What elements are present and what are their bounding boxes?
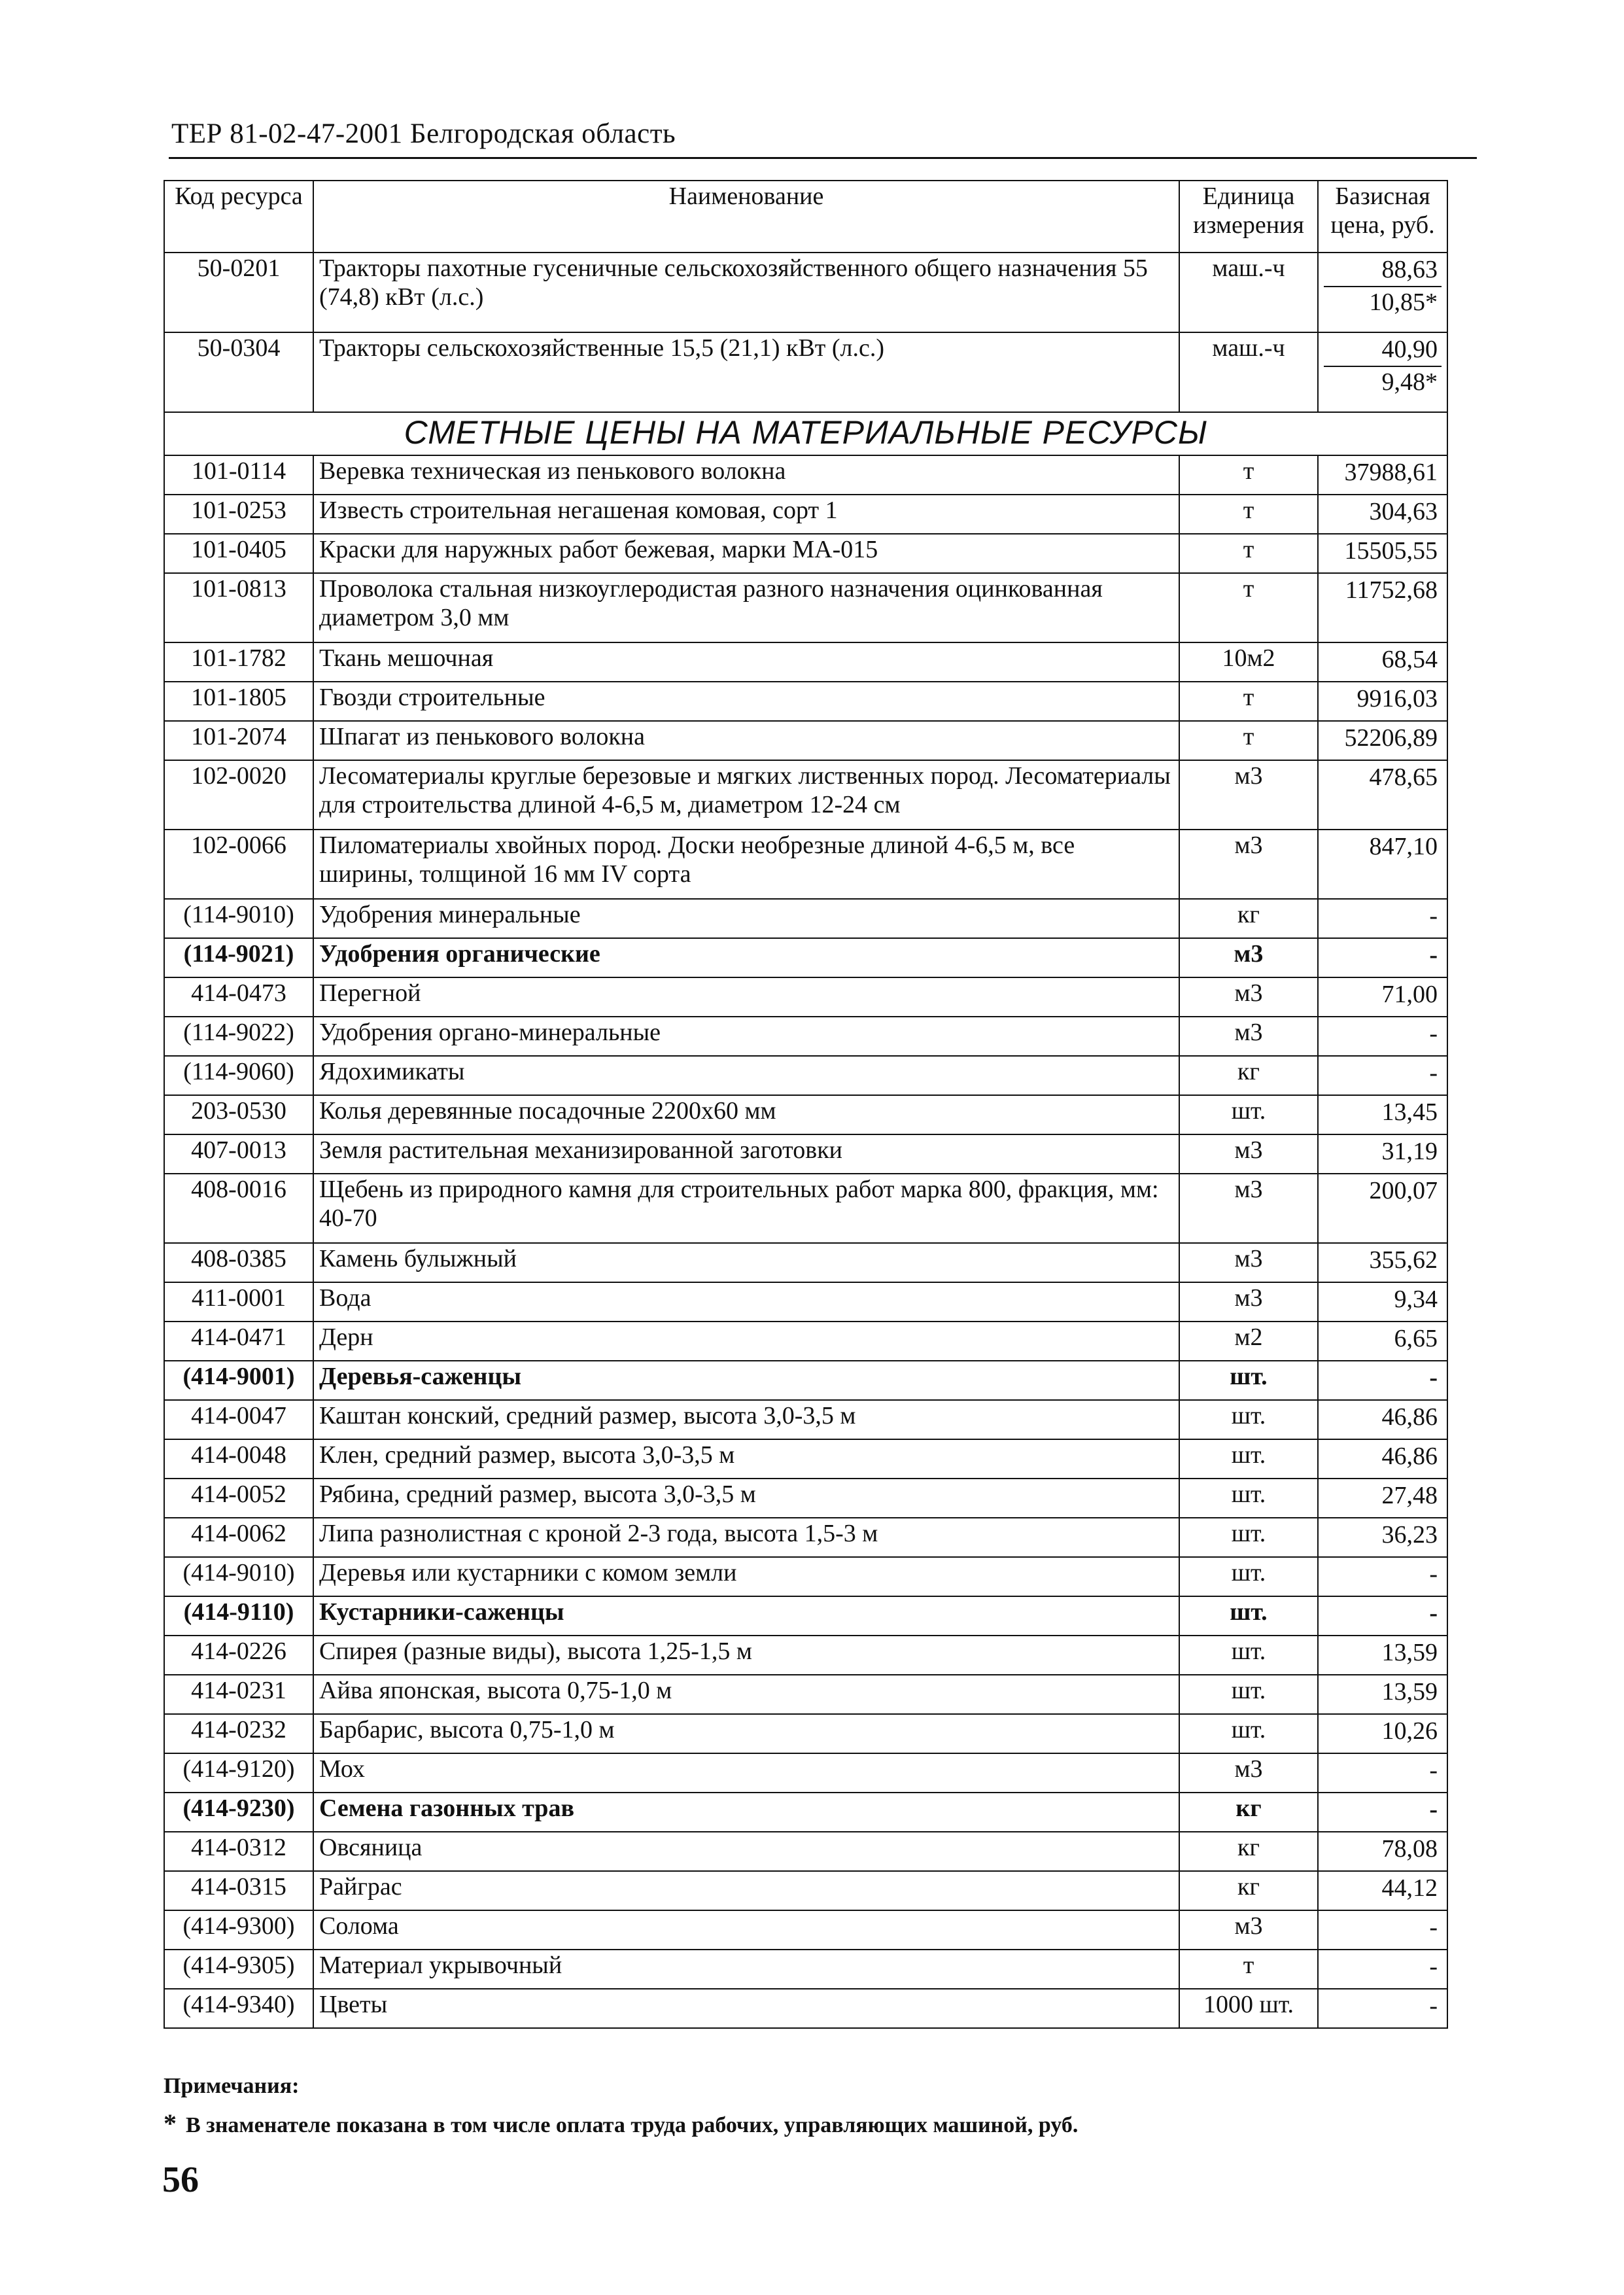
resource-unit: м3: [1179, 977, 1318, 1017]
resource-code: 101-2074: [164, 721, 313, 760]
resource-code: (114-9021): [164, 938, 313, 977]
resource-price-table: [164, 180, 1448, 2029]
table-row: [164, 1056, 1447, 1095]
resource-code: 101-0813: [164, 573, 313, 642]
resource-code: 414-0062: [164, 1518, 313, 1557]
resource-name: Рябина, средний размер, высота 3,0-3,5 м: [313, 1479, 1179, 1518]
resource-code: 203-0530: [164, 1095, 313, 1134]
resource-name: Известь строительная негашеная комовая, сорт 1: [313, 495, 1179, 534]
resource-code: 414-0226: [164, 1636, 313, 1675]
resource-unit: м3: [1179, 1753, 1318, 1793]
price-value: 52206,89: [1344, 724, 1438, 752]
resource-code: 101-0253: [164, 495, 313, 534]
price-value: 9916,03: [1356, 685, 1438, 712]
resource-code: (414-9230): [164, 1793, 313, 1832]
machine-row: [164, 332, 1447, 412]
table-row: [164, 1871, 1447, 1910]
table-row: [164, 1636, 1447, 1675]
resource-name: Краски для наружных работ бежевая, марки МА-015: [313, 534, 1179, 573]
resource-code: 414-0052: [164, 1479, 313, 1518]
price-value: 27,48: [1381, 1482, 1438, 1509]
resource-price: [1318, 253, 1447, 332]
table-header-row: [164, 181, 1447, 253]
resource-unit: шт.: [1179, 1095, 1318, 1134]
resource-unit: т: [1179, 573, 1318, 642]
resource-price: [1318, 1636, 1447, 1675]
resource-price: [1318, 938, 1447, 977]
resource-price: [1318, 1174, 1447, 1243]
resource-unit: маш.-ч: [1179, 253, 1318, 332]
price-value: 847,10: [1369, 833, 1438, 860]
resource-name: Спирея (разные виды), высота 1,25-1,5 м: [313, 1636, 1179, 1675]
column-header-code: Код ресурса: [164, 181, 313, 253]
price-numerator: 40,90: [1381, 336, 1438, 363]
table-row: [164, 534, 1447, 573]
resource-code: (114-9022): [164, 1017, 313, 1056]
resource-unit: шт.: [1179, 1557, 1318, 1596]
price-value: -: [1429, 1914, 1438, 1941]
resource-unit: м2: [1179, 1322, 1318, 1361]
column-header-price: Базисная цена, руб.: [1318, 181, 1447, 253]
table-row: [164, 1322, 1447, 1361]
resource-unit: м3: [1179, 830, 1318, 899]
table-row: [164, 1095, 1447, 1134]
resource-price: [1318, 1095, 1447, 1134]
table-row: [164, 938, 1447, 977]
resource-code: 411-0001: [164, 1282, 313, 1322]
resource-name: Цветы: [313, 1989, 1179, 2028]
resource-unit: т: [1179, 455, 1318, 495]
resource-unit: кг: [1179, 899, 1318, 938]
resource-code: 101-1805: [164, 682, 313, 721]
resource-name: Перегной: [313, 977, 1179, 1017]
table-row: [164, 1832, 1447, 1871]
resource-code: 102-0066: [164, 830, 313, 899]
resource-price: [1318, 642, 1447, 682]
resource-unit: кг: [1179, 1056, 1318, 1095]
resource-price: [1318, 1910, 1447, 1950]
price-value: -: [1429, 1020, 1438, 1047]
table-row: [164, 1714, 1447, 1753]
resource-unit: кг: [1179, 1871, 1318, 1910]
table-row: [164, 682, 1447, 721]
resource-unit: м3: [1179, 938, 1318, 977]
price-value: 15505,55: [1344, 537, 1438, 565]
document-header-title: ТЕР 81-02-47-2001 Белгородская область: [171, 118, 676, 149]
table-row: [164, 1361, 1447, 1400]
resource-unit: маш.-ч: [1179, 332, 1318, 412]
table-row: [164, 1793, 1447, 1832]
resource-code: (414-9305): [164, 1950, 313, 1989]
resource-price: [1318, 760, 1447, 830]
resource-price: [1318, 332, 1447, 412]
price-value: 304,63: [1369, 498, 1438, 525]
resource-code: (414-9340): [164, 1989, 313, 2028]
resource-name: Липа разнолистная с кроной 2-3 года, высота 1,5-3 м: [313, 1518, 1179, 1557]
resource-price: [1318, 1439, 1447, 1479]
price-value: -: [1429, 941, 1438, 969]
price-value: -: [1429, 1796, 1438, 1823]
price-value: -: [1429, 1953, 1438, 1980]
table-row: [164, 1596, 1447, 1636]
resource-price: [1318, 1243, 1447, 1282]
resource-name: Веревка техническая из пенькового волокна: [313, 455, 1179, 495]
table-row: [164, 977, 1447, 1017]
resource-name: Тракторы сельскохозяйственные 15,5 (21,1) кВт (л.с.): [313, 332, 1179, 412]
resource-price: [1318, 1518, 1447, 1557]
column-header-name: Наименование: [313, 181, 1179, 253]
price-value: 46,86: [1381, 1403, 1438, 1431]
price-value: 13,59: [1381, 1678, 1438, 1706]
table-row: [164, 760, 1447, 830]
resource-name: Деревья или кустарники с комом земли: [313, 1557, 1179, 1596]
resource-price: [1318, 1017, 1447, 1056]
price-value: 9,34: [1394, 1286, 1438, 1313]
price-denominator: 10,85*: [1324, 286, 1442, 319]
table-row: [164, 1282, 1447, 1322]
price-value: -: [1429, 1560, 1438, 1588]
resource-price: [1318, 1989, 1447, 2028]
resource-code: (414-9300): [164, 1910, 313, 1950]
page-number: 56: [162, 2160, 199, 2200]
table-row: [164, 495, 1447, 534]
price-value: -: [1429, 1757, 1438, 1784]
resource-price: [1318, 1056, 1447, 1095]
price-value: 355,62: [1369, 1246, 1438, 1274]
asterisk-mark: *: [164, 2109, 177, 2138]
resource-price: [1318, 1950, 1447, 1989]
resource-unit: т: [1179, 1950, 1318, 1989]
resource-name: Райграс: [313, 1871, 1179, 1910]
resource-code: (414-9010): [164, 1557, 313, 1596]
resource-code: 101-1782: [164, 642, 313, 682]
resource-name: Гвозди строительные: [313, 682, 1179, 721]
table-row: [164, 1479, 1447, 1518]
price-value: 31,19: [1381, 1138, 1438, 1165]
resource-name: Мох: [313, 1753, 1179, 1793]
resource-code: 414-0473: [164, 977, 313, 1017]
resource-unit: шт.: [1179, 1361, 1318, 1400]
resource-code: 408-0016: [164, 1174, 313, 1243]
resource-price: [1318, 977, 1447, 1017]
resource-code: 102-0020: [164, 760, 313, 830]
price-value: -: [1429, 902, 1438, 930]
price-value: 78,08: [1381, 1835, 1438, 1863]
resource-unit: м3: [1179, 1134, 1318, 1174]
resource-code: (414-9120): [164, 1753, 313, 1793]
table-row: [164, 1675, 1447, 1714]
resource-name: Каштан конский, средний размер, высота 3,0-3,5 м: [313, 1400, 1179, 1439]
resource-unit: шт.: [1179, 1518, 1318, 1557]
resource-price: [1318, 1871, 1447, 1910]
table-row: [164, 899, 1447, 938]
resource-name: Лесоматериалы круглые березовые и мягких лиственных пород. Лесоматериалы для строительства длиной 4-6,5 м, диаметром 12-24 см: [313, 760, 1179, 830]
resource-name: Барбарис, высота 0,75-1,0 м: [313, 1714, 1179, 1753]
resource-code: 414-0232: [164, 1714, 313, 1753]
resource-name: Проволока стальная низкоуглеродистая разного назначения оцинкованная диаметром 3,0 мм: [313, 573, 1179, 642]
resource-name: Удобрения органо-минеральные: [313, 1017, 1179, 1056]
price-value: 44,12: [1381, 1874, 1438, 1902]
price-value: 68,54: [1381, 646, 1438, 673]
table-row: [164, 573, 1447, 642]
machine-row: [164, 253, 1447, 332]
table-row: [164, 1400, 1447, 1439]
table-row: [164, 642, 1447, 682]
resource-name: Клен, средний размер, высота 3,0-3,5 м: [313, 1439, 1179, 1479]
resource-unit: кг: [1179, 1793, 1318, 1832]
resource-price: [1318, 534, 1447, 573]
resource-price: [1318, 1793, 1447, 1832]
resource-price: [1318, 682, 1447, 721]
resource-name: Земля растительная механизированной заготовки: [313, 1134, 1179, 1174]
resource-code: 414-0471: [164, 1322, 313, 1361]
resource-price: [1318, 455, 1447, 495]
resource-code: 414-0047: [164, 1400, 313, 1439]
resource-name: Ядохимикаты: [313, 1056, 1179, 1095]
resource-name: Пиломатериалы хвойных пород. Доски необрезные длиной 4-6,5 м, все ширины, толщиной 16 мм IV сорта: [313, 830, 1179, 899]
resource-price: [1318, 830, 1447, 899]
resource-name: Солома: [313, 1910, 1179, 1950]
table-row: [164, 1134, 1447, 1174]
resource-code: 101-0114: [164, 455, 313, 495]
resource-price: [1318, 1832, 1447, 1871]
resource-price: [1318, 1714, 1447, 1753]
resource-name: Овсяница: [313, 1832, 1179, 1871]
table-row: [164, 1557, 1447, 1596]
resource-code: 408-0385: [164, 1243, 313, 1282]
price-numerator: 88,63: [1381, 256, 1438, 283]
resource-name: Айва японская, высота 0,75-1,0 м: [313, 1675, 1179, 1714]
resource-price: [1318, 1675, 1447, 1714]
table-row: [164, 830, 1447, 899]
resource-name: Удобрения минеральные: [313, 899, 1179, 938]
resource-name: Семена газонных трав: [313, 1793, 1179, 1832]
resource-unit: м3: [1179, 1174, 1318, 1243]
resource-name: Вода: [313, 1282, 1179, 1322]
resource-unit: кг: [1179, 1832, 1318, 1871]
resource-unit: т: [1179, 721, 1318, 760]
resource-code: 414-0231: [164, 1675, 313, 1714]
resource-price: [1318, 573, 1447, 642]
price-value: -: [1429, 1364, 1438, 1392]
resource-code: 414-0048: [164, 1439, 313, 1479]
price-value: 200,07: [1369, 1177, 1438, 1204]
column-header-unit: Единица измерения: [1179, 181, 1318, 253]
resource-name: Материал укрывочный: [313, 1950, 1179, 1989]
resource-code: 50-0201: [164, 253, 313, 332]
resource-name: Кустарники-саженцы: [313, 1596, 1179, 1636]
resource-code: 101-0405: [164, 534, 313, 573]
resource-price: [1318, 495, 1447, 534]
resource-unit: м3: [1179, 760, 1318, 830]
resource-code: (114-9060): [164, 1056, 313, 1095]
price-value: 37988,61: [1344, 459, 1438, 486]
resource-unit: 10м2: [1179, 642, 1318, 682]
price-value: -: [1429, 1059, 1438, 1087]
resource-unit: шт.: [1179, 1400, 1318, 1439]
notes-text: [164, 2108, 1078, 2139]
resource-unit: м3: [1179, 1017, 1318, 1056]
price-value: 13,45: [1381, 1098, 1438, 1126]
resource-price: [1318, 1361, 1447, 1400]
header-divider: [169, 157, 1477, 159]
resource-unit: шт.: [1179, 1439, 1318, 1479]
resource-price: [1318, 1557, 1447, 1596]
resource-price: [1318, 1282, 1447, 1322]
resource-name: Щебень из природного камня для строительных работ марка 800, фракция, мм: 40-70: [313, 1174, 1179, 1243]
resource-name: Ткань мешочная: [313, 642, 1179, 682]
resource-code: (114-9010): [164, 899, 313, 938]
resource-code: 407-0013: [164, 1134, 313, 1174]
table-row: [164, 721, 1447, 760]
table-row: [164, 1950, 1447, 1989]
resource-name: Камень булыжный: [313, 1243, 1179, 1282]
resource-unit: шт.: [1179, 1596, 1318, 1636]
resource-unit: шт.: [1179, 1479, 1318, 1518]
resource-price: [1318, 721, 1447, 760]
notes-body: В знаменателе показана в том числе оплата труда рабочих, управляющих машиной, руб.: [186, 2113, 1079, 2137]
table-row: [164, 1017, 1447, 1056]
price-value: 6,65: [1394, 1325, 1438, 1352]
price-value: -: [1429, 1992, 1438, 2020]
resource-unit: м3: [1179, 1282, 1318, 1322]
notes-title: Примечания:: [164, 2074, 300, 2098]
resource-code: (414-9001): [164, 1361, 313, 1400]
resource-price: [1318, 1322, 1447, 1361]
resource-name: Колья деревянные посадочные 2200х60 мм: [313, 1095, 1179, 1134]
price-value: 11752,68: [1345, 576, 1438, 604]
table-row: [164, 1910, 1447, 1950]
resource-name: Тракторы пахотные гусеничные сельскохозяйственного общего назначения 55 (74,8) кВт (л.с.): [313, 253, 1179, 332]
resource-unit: шт.: [1179, 1636, 1318, 1675]
resource-unit: шт.: [1179, 1675, 1318, 1714]
resource-name: Шпагат из пенькового волокна: [313, 721, 1179, 760]
resource-price: [1318, 1479, 1447, 1518]
resource-code: 414-0312: [164, 1832, 313, 1871]
resource-name: Деревья-саженцы: [313, 1361, 1179, 1400]
resource-code: 50-0304: [164, 332, 313, 412]
price-value: 71,00: [1381, 981, 1438, 1008]
resource-price: [1318, 899, 1447, 938]
resource-unit: шт.: [1179, 1714, 1318, 1753]
price-value: 36,23: [1381, 1521, 1438, 1549]
table-row: [164, 1518, 1447, 1557]
resource-price: [1318, 1596, 1447, 1636]
table-row: [164, 455, 1447, 495]
resource-unit: 1000 шт.: [1179, 1989, 1318, 2028]
price-value: 478,65: [1369, 763, 1438, 791]
price-value: 13,59: [1381, 1639, 1438, 1666]
resource-unit: м3: [1179, 1243, 1318, 1282]
resource-price: [1318, 1753, 1447, 1793]
section-row: [164, 412, 1447, 455]
resource-unit: т: [1179, 682, 1318, 721]
table-row: [164, 1989, 1447, 2028]
section-title: СМЕТНЫЕ ЦЕНЫ НА МАТЕРИАЛЬНЫЕ РЕСУРСЫ: [164, 412, 1447, 455]
resource-name: Дерн: [313, 1322, 1179, 1361]
resource-price: [1318, 1134, 1447, 1174]
resource-name: Удобрения органические: [313, 938, 1179, 977]
price-denominator: 9,48*: [1324, 366, 1442, 398]
price-value: 46,86: [1381, 1443, 1438, 1470]
resource-code: (414-9110): [164, 1596, 313, 1636]
table-row: [164, 1243, 1447, 1282]
resource-unit: т: [1179, 495, 1318, 534]
price-value: 10,26: [1381, 1717, 1438, 1745]
price-value: -: [1429, 1600, 1438, 1627]
resource-unit: м3: [1179, 1910, 1318, 1950]
resource-price: [1318, 1400, 1447, 1439]
table-row: [164, 1753, 1447, 1793]
table-row: [164, 1174, 1447, 1243]
resource-unit: т: [1179, 534, 1318, 573]
resource-code: 414-0315: [164, 1871, 313, 1910]
table-row: [164, 1439, 1447, 1479]
